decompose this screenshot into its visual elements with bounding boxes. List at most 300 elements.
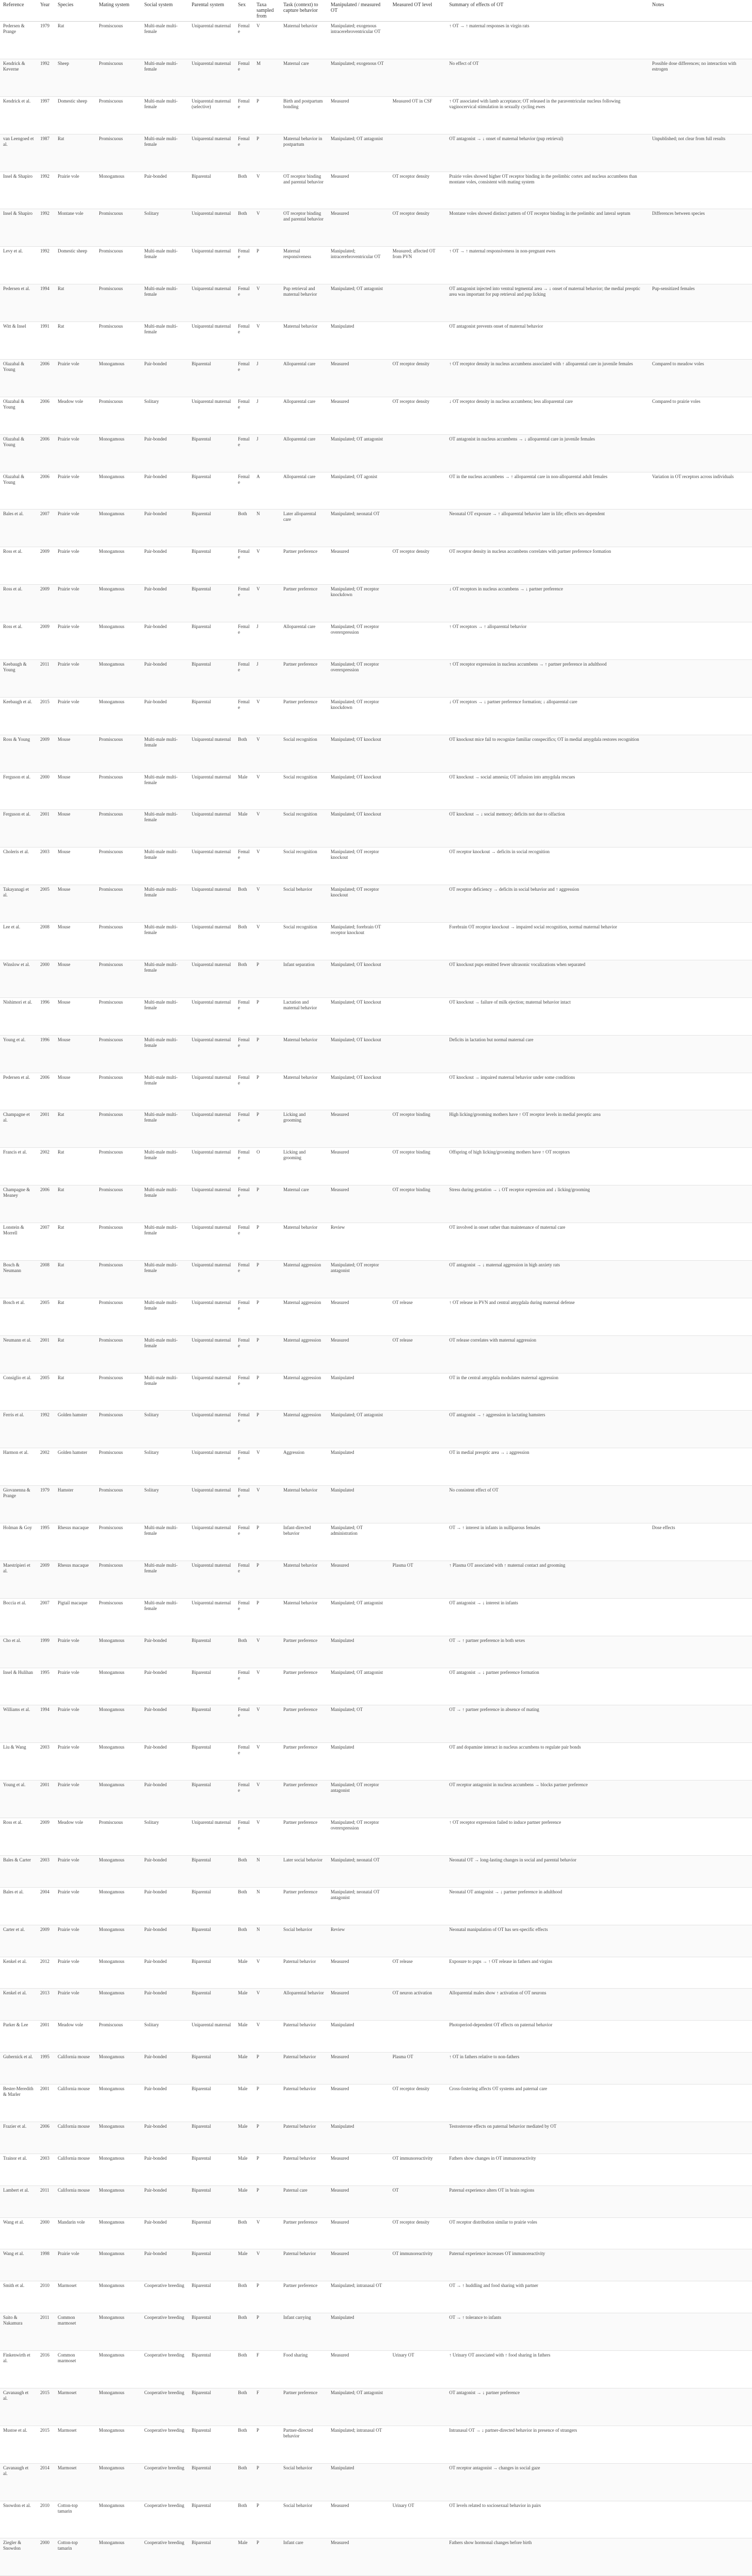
table-cell: P — [253, 1260, 280, 1298]
column-header: Notes — [649, 0, 752, 22]
column-header: Reference — [0, 0, 37, 22]
table-cell: Female — [235, 1260, 253, 1298]
table-cell: Maternal behavior — [280, 1598, 328, 1636]
table-cell: Uniparental maternal — [189, 247, 235, 284]
table-cell: Manipulated; OT receptor antagonist — [328, 1781, 389, 1818]
table-cell: Holman & Goy — [0, 1523, 37, 1561]
table-cell: Both — [235, 510, 253, 547]
table-cell: Maternal aggression — [280, 1298, 328, 1335]
table-cell: Plasma OT — [389, 2053, 446, 2084]
table-cell: ↑ OT release in PVN and central amygdala during maternal defense — [446, 1298, 649, 1335]
table-cell: P — [253, 1335, 280, 1373]
table-cell: Manipulated — [328, 1373, 389, 1411]
table-cell: Maternal aggression — [280, 1260, 328, 1298]
table-cell — [389, 622, 446, 660]
table-cell: Mouse — [55, 810, 96, 848]
table-cell: Uniparental maternal — [189, 1223, 235, 1261]
table-row — [0, 1957, 752, 1989]
table-cell: V — [253, 1743, 280, 1781]
table-cell — [389, 134, 446, 172]
table-cell: Multi-male multi-female — [141, 772, 189, 810]
table-cell — [649, 2053, 752, 2084]
table-cell: Promiscuous — [96, 1523, 141, 1561]
table-cell: Meadow vole — [55, 1818, 96, 1856]
table-cell: 2012 — [37, 1957, 55, 1989]
table-cell: Both — [235, 2501, 253, 2538]
table-cell: Uniparental maternal — [189, 1411, 235, 1448]
table-cell: ↑ OT receptors → ↑ alloparental behavior — [446, 622, 649, 660]
table-cell: 2006 — [37, 1185, 55, 1223]
table-cell: Pair-bonded — [141, 1668, 189, 1705]
table-cell: 1991 — [37, 322, 55, 360]
table-cell: Monogamous — [96, 2249, 141, 2281]
table-row — [0, 1743, 752, 1781]
table-cell — [649, 1989, 752, 2021]
table-cell — [649, 923, 752, 960]
table-cell: OT receptor antagonist → changes in social gaze — [446, 2463, 649, 2501]
table-cell: Deficits in lactation but normal maternal care — [446, 1035, 649, 1073]
table-cell: ↑ OT → ↑ maternal responsiveness in non-pregnant ewes — [446, 247, 649, 284]
table-row — [0, 2538, 752, 2576]
table-cell: Prairie vole — [55, 1989, 96, 2021]
table-cell: Female — [235, 1073, 253, 1110]
table-cell: Food sharing — [280, 2351, 328, 2388]
table-cell: M — [253, 59, 280, 96]
table-cell: Multi-male multi-female — [141, 848, 189, 885]
table-cell: 1997 — [37, 96, 55, 134]
table-cell: Kenkel et al. — [0, 1989, 37, 2021]
table-cell: Biparental — [189, 2388, 235, 2426]
table-cell — [649, 2388, 752, 2426]
table-cell — [389, 1260, 446, 1298]
table-cell: Both — [235, 2426, 253, 2463]
table-cell: Monogamous — [96, 2084, 141, 2122]
table-row — [0, 359, 752, 397]
table-cell: Monogamous — [96, 585, 141, 622]
table-cell: J — [253, 659, 280, 697]
table-cell: Monogamous — [96, 1781, 141, 1818]
table-cell: Infant care — [280, 2538, 328, 2576]
table-cell: Biparental — [189, 359, 235, 397]
table-cell: Manipulated; intranasal OT — [328, 2426, 389, 2463]
column-header: Social system — [141, 0, 189, 22]
table-cell: Rat — [55, 1110, 96, 1148]
table-cell: Promiscuous — [96, 134, 141, 172]
table-cell: Monogamous — [96, 2463, 141, 2501]
table-cell: Monogamous — [96, 2122, 141, 2154]
table-cell: Biparental — [189, 547, 235, 585]
table-cell: 2006 — [37, 434, 55, 472]
table-cell: Multi-male multi-female — [141, 1185, 189, 1223]
table-cell: Uniparental maternal — [189, 1373, 235, 1411]
table-cell: California mouse — [55, 2122, 96, 2154]
table-cell — [389, 2463, 446, 2501]
table-cell: P — [253, 1598, 280, 1636]
table-cell: Pair-bonded — [141, 2122, 189, 2154]
table-cell: P — [253, 1073, 280, 1110]
table-cell: Promiscuous — [96, 1073, 141, 1110]
table-cell: Solitary — [141, 1411, 189, 1448]
table-cell: Promiscuous — [96, 1486, 141, 1523]
table-cell: Infant separation — [280, 960, 328, 997]
table-cell — [389, 735, 446, 772]
table-cell: Uniparental maternal — [189, 772, 235, 810]
table-cell: Infant-directed behavior — [280, 1523, 328, 1561]
table-cell: Measured — [328, 547, 389, 585]
table-cell: Female — [235, 397, 253, 434]
table-cell: Monogamous — [96, 2053, 141, 2084]
table-cell: Prairie vole — [55, 697, 96, 735]
table-cell: Paternal care — [280, 2185, 328, 2217]
table-cell: 2006 — [37, 397, 55, 434]
table-cell: P — [253, 1110, 280, 1148]
table-cell: OT levels related to sociosexual behavior in pairs — [446, 2501, 649, 2538]
table-cell: Pair-bonded — [141, 172, 189, 209]
table-cell: Monogamous — [96, 1705, 141, 1743]
table-cell: Frazier et al. — [0, 2122, 37, 2154]
table-cell — [649, 772, 752, 810]
table-cell: Compared to prairie voles — [649, 397, 752, 434]
table-row — [0, 1035, 752, 1073]
table-cell: Manipulated; OT knockout — [328, 997, 389, 1035]
table-cell: Olazabal & Young — [0, 472, 37, 510]
table-cell — [649, 1185, 752, 1223]
table-cell: Later social behavior — [280, 1855, 328, 1887]
table-cell: Manipulated — [328, 2021, 389, 2053]
table-cell — [649, 885, 752, 923]
table-cell: V — [253, 923, 280, 960]
table-cell: Measured — [328, 1298, 389, 1335]
table-cell: Mandarin vole — [55, 2217, 96, 2249]
table-cell — [389, 1448, 446, 1486]
table-cell: Female — [235, 1561, 253, 1598]
table-cell: OT immunoreactivity — [389, 2249, 446, 2281]
table-cell: Solitary — [141, 1818, 189, 1856]
table-cell: Biparental — [189, 585, 235, 622]
table-cell: Multi-male multi-female — [141, 1598, 189, 1636]
table-cell: Multi-male multi-female — [141, 960, 189, 997]
table-cell: Promiscuous — [96, 59, 141, 96]
table-cell: OT neuron activation — [389, 1989, 446, 2021]
table-cell: Pair-bonded — [141, 585, 189, 622]
table-row — [0, 2122, 752, 2154]
table-cell: California mouse — [55, 2084, 96, 2122]
table-cell: Biparental — [189, 472, 235, 510]
table-row — [0, 885, 752, 923]
table-row — [0, 960, 752, 997]
table-cell: 2001 — [37, 1335, 55, 1373]
table-cell: Manipulated; OT knockout — [328, 960, 389, 997]
table-cell: Maternal aggression — [280, 1373, 328, 1411]
table-cell: Monogamous — [96, 510, 141, 547]
table-row — [0, 1298, 752, 1335]
table-cell: Uniparental maternal — [189, 1073, 235, 1110]
table-cell: Measured — [328, 2501, 389, 2538]
table-cell: Neonatal OT antagonist → ↓ partner preference in adulthood — [446, 1887, 649, 1925]
table-cell — [649, 1887, 752, 1925]
table-cell: Promiscuous — [96, 923, 141, 960]
table-cell: Prairie vole — [55, 359, 96, 397]
table-cell — [649, 322, 752, 360]
table-cell: OT knockout → social amnesia; OT infusion into amygdala rescues — [446, 772, 649, 810]
table-row — [0, 472, 752, 510]
table-cell: OT receptor density — [389, 2217, 446, 2249]
table-cell — [649, 1411, 752, 1448]
table-cell: Biparental — [189, 172, 235, 209]
table-cell: OT release — [389, 1335, 446, 1373]
table-cell: P — [253, 2426, 280, 2463]
table-cell: V — [253, 547, 280, 585]
table-cell — [649, 2313, 752, 2351]
table-cell: Manipulated; intracerebroventricular OT — [328, 247, 389, 284]
table-row — [0, 2313, 752, 2351]
table-cell: Promiscuous — [96, 322, 141, 360]
table-cell: Multi-male multi-female — [141, 22, 189, 59]
table-cell: Manipulated; intranasal OT — [328, 2281, 389, 2313]
table-cell: Uniparental maternal — [189, 1335, 235, 1373]
table-body — [0, 22, 752, 2576]
table-cell: Promiscuous — [96, 284, 141, 322]
table-cell: Uniparental maternal — [189, 209, 235, 247]
table-cell: OT release — [389, 1298, 446, 1335]
table-cell: Cotton-top tamarin — [55, 2538, 96, 2576]
table-row — [0, 1668, 752, 1705]
table-cell — [389, 585, 446, 622]
table-cell — [649, 1486, 752, 1523]
table-cell: Female — [235, 1523, 253, 1561]
table-cell — [649, 1335, 752, 1373]
table-cell — [649, 434, 752, 472]
table-cell: 2009 — [37, 622, 55, 660]
table-cell — [649, 1223, 752, 1261]
table-cell: Prairie vole — [55, 472, 96, 510]
table-cell — [649, 2217, 752, 2249]
table-cell: Measured — [328, 1561, 389, 1598]
table-cell: V — [253, 885, 280, 923]
table-cell: OT receptor density — [389, 2084, 446, 2122]
table-row — [0, 1561, 752, 1598]
table-cell: OT receptor density — [389, 547, 446, 585]
table-cell — [389, 1373, 446, 1411]
table-cell: Solitary — [141, 397, 189, 434]
table-cell: Prairie vole — [55, 434, 96, 472]
table-cell: ↑ OT receptor expression failed to induce partner preference — [446, 1818, 649, 1856]
table-cell: Female — [235, 134, 253, 172]
table-cell: Maternal behavior — [280, 1561, 328, 1598]
table-row — [0, 2501, 752, 2538]
table-cell: Prairie vole — [55, 1705, 96, 1743]
table-row — [0, 1887, 752, 1925]
table-cell: Mouse — [55, 1035, 96, 1073]
table-cell: Female — [235, 659, 253, 697]
table-cell: Monogamous — [96, 2154, 141, 2185]
table-cell: 2004 — [37, 1887, 55, 1925]
table-cell: Female — [235, 1373, 253, 1411]
table-cell — [389, 22, 446, 59]
table-cell: 2001 — [37, 1781, 55, 1818]
table-cell — [389, 322, 446, 360]
table-cell: Manipulated; neonatal OT antagonist — [328, 1887, 389, 1925]
table-cell: V — [253, 697, 280, 735]
table-cell: Uniparental maternal — [189, 284, 235, 322]
table-cell: Keebaugh et al. — [0, 697, 37, 735]
table-cell — [389, 1073, 446, 1110]
table-cell: Prairie vole — [55, 622, 96, 660]
table-cell: 1979 — [37, 22, 55, 59]
table-cell: Female — [235, 1298, 253, 1335]
table-cell: Infant carrying — [280, 2313, 328, 2351]
table-cell: Alloparental males show ↑ activation of OT neurons — [446, 1989, 649, 2021]
table-cell: Trainor et al. — [0, 2154, 37, 2185]
table-cell: Social behavior — [280, 885, 328, 923]
table-cell: Urinary OT — [389, 2351, 446, 2388]
table-cell: Monogamous — [96, 2217, 141, 2249]
table-cell: Monogamous — [96, 434, 141, 472]
table-cell: Uniparental maternal — [189, 322, 235, 360]
table-cell: OT receptor binding and parental behavior — [280, 172, 328, 209]
table-cell: V — [253, 284, 280, 322]
table-cell: Partner preference — [280, 1636, 328, 1668]
table-cell: Paternal behavior — [280, 2021, 328, 2053]
table-cell — [389, 960, 446, 997]
table-cell: P — [253, 1223, 280, 1261]
table-cell: Rat — [55, 284, 96, 322]
table-cell: Wang et al. — [0, 2249, 37, 2281]
table-cell: Monogamous — [96, 2388, 141, 2426]
table-cell: Pair-bonded — [141, 2249, 189, 2281]
table-row — [0, 1073, 752, 1110]
table-cell: OT antagonist → ↓ interest in infants — [446, 1598, 649, 1636]
table-cell: Keebaugh & Young — [0, 659, 37, 697]
table-cell — [389, 472, 446, 510]
table-cell: Intranasal OT → ↓ partner-directed behavior in presence of strangers — [446, 2426, 649, 2463]
table-cell: Uniparental maternal — [189, 735, 235, 772]
table-cell: ↑ OT → ↑ maternal responses in virgin rats — [446, 22, 649, 59]
table-cell: Both — [235, 172, 253, 209]
table-cell: V — [253, 585, 280, 622]
table-cell: Testosterone effects on paternal behavior mediated by OT — [446, 2122, 649, 2154]
table-row — [0, 1448, 752, 1486]
table-cell: V — [253, 1781, 280, 1818]
table-cell: N — [253, 1855, 280, 1887]
table-cell: Pair-bonded — [141, 1887, 189, 1925]
table-row — [0, 2217, 752, 2249]
table-cell: Gubernick et al. — [0, 2053, 37, 2084]
table-cell — [649, 547, 752, 585]
table-cell: Both — [235, 2351, 253, 2388]
table-row — [0, 1223, 752, 1261]
table-cell: Insel & Shapiro — [0, 172, 37, 209]
table-row — [0, 2084, 752, 2122]
table-cell: Promiscuous — [96, 1148, 141, 1185]
table-cell: Pair-bonded — [141, 2185, 189, 2217]
table-cell: ↑ Plasma OT associated with ↑ maternal contact and grooming — [446, 1561, 649, 1598]
table-cell: Partner preference — [280, 585, 328, 622]
table-cell: Uniparental maternal — [189, 22, 235, 59]
table-cell — [389, 810, 446, 848]
table-row — [0, 2463, 752, 2501]
table-cell — [389, 434, 446, 472]
table-cell — [389, 1035, 446, 1073]
table-cell: Partner preference — [280, 1887, 328, 1925]
table-cell: Female — [235, 22, 253, 59]
table-cell: P — [253, 2154, 280, 2185]
table-row — [0, 2185, 752, 2217]
table-cell: 2009 — [37, 735, 55, 772]
table-cell: Prairie vole — [55, 1887, 96, 1925]
table-cell: Both — [235, 2313, 253, 2351]
table-cell: Monogamous — [96, 2185, 141, 2217]
table-cell — [389, 1781, 446, 1818]
table-cell: Pair-bonded — [141, 1989, 189, 2021]
table-cell: N — [253, 1887, 280, 1925]
table-cell: 2007 — [37, 1598, 55, 1636]
table-cell: Young et al. — [0, 1035, 37, 1073]
table-cell: Ross et al. — [0, 547, 37, 585]
table-cell: Multi-male multi-female — [141, 1373, 189, 1411]
table-cell: OT in medial preoptic area → ↓ aggression — [446, 1448, 649, 1486]
table-cell: Female — [235, 848, 253, 885]
table-cell: California mouse — [55, 2185, 96, 2217]
table-cell — [649, 1781, 752, 1818]
table-cell: Social behavior — [280, 2501, 328, 2538]
table-cell: Biparental — [189, 1781, 235, 1818]
table-cell: Biparental — [189, 510, 235, 547]
table-cell: Multi-male multi-female — [141, 735, 189, 772]
table-cell — [649, 2154, 752, 2185]
table-cell: Carter et al. — [0, 1925, 37, 1957]
table-cell: OT receptor density — [389, 397, 446, 434]
table-cell: Cooperative breeding — [141, 2281, 189, 2313]
table-cell — [649, 2501, 752, 2538]
table-cell: Pup retrieval and maternal behavior — [280, 284, 328, 322]
table-cell — [649, 22, 752, 59]
table-cell: Measured — [328, 172, 389, 209]
table-cell: Prairie vole — [55, 172, 96, 209]
table-cell: Monogamous — [96, 2501, 141, 2538]
table-cell: 1992 — [37, 209, 55, 247]
table-cell: Cooperative breeding — [141, 2538, 189, 2576]
table-cell: Ross et al. — [0, 622, 37, 660]
table-cell: Monogamous — [96, 622, 141, 660]
table-cell: Monogamous — [96, 1855, 141, 1887]
table-cell: Biparental — [189, 1668, 235, 1705]
table-cell: OT antagonist injected into ventral tegmental area → ↓ onset of maternal behavior; the medial preoptic area was important for pup retrieval and pup licking — [446, 284, 649, 322]
table-cell — [389, 1705, 446, 1743]
table-cell: Solitary — [141, 1448, 189, 1486]
table-cell: 2001 — [37, 2084, 55, 2122]
table-cell — [389, 923, 446, 960]
table-cell: Female — [235, 284, 253, 322]
table-cell: OT receptor density — [389, 359, 446, 397]
table-cell — [649, 1298, 752, 1335]
table-cell: Paternal behavior — [280, 2122, 328, 2154]
table-cell — [389, 885, 446, 923]
table-cell: Promiscuous — [96, 810, 141, 848]
table-cell: OT knockout → failure of milk ejection; maternal behavior intact — [446, 997, 649, 1035]
table-cell — [389, 510, 446, 547]
table-cell: Licking and grooming — [280, 1110, 328, 1148]
table-cell: California mouse — [55, 2154, 96, 2185]
table-cell: 2007 — [37, 510, 55, 547]
table-cell: Manipulated; OT antagonist — [328, 1598, 389, 1636]
table-cell: Promiscuous — [96, 1561, 141, 1598]
table-cell: V — [253, 1636, 280, 1668]
table-cell: Uniparental maternal — [189, 923, 235, 960]
table-cell: J — [253, 397, 280, 434]
table-cell — [649, 1855, 752, 1887]
table-cell: Takayanagi et al. — [0, 885, 37, 923]
